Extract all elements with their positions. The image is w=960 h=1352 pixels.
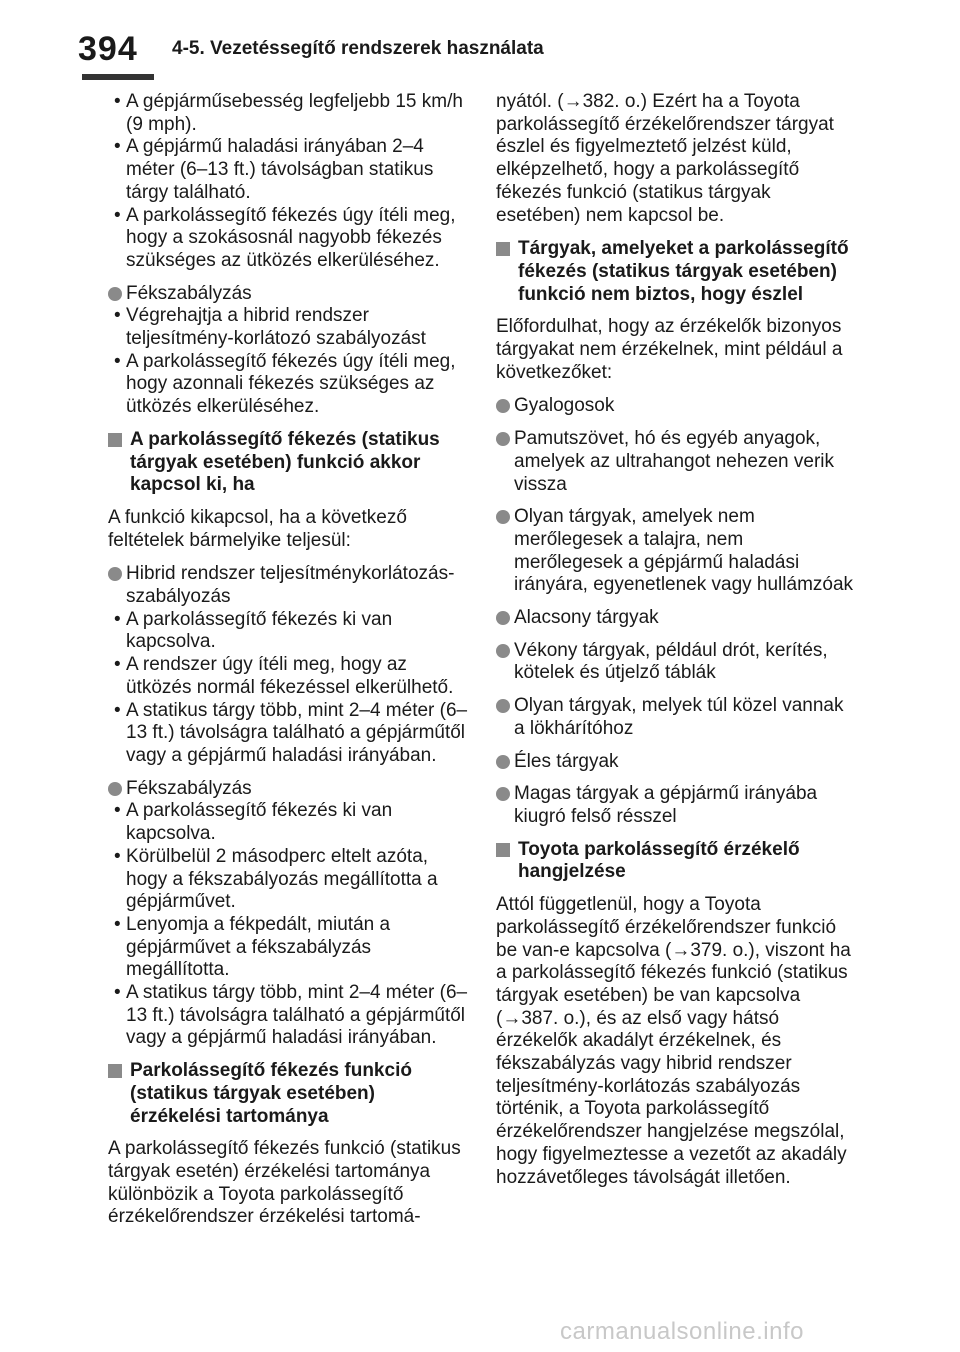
- circle-bullet-icon: [496, 432, 510, 446]
- list-item: • Végrehajtja a hibrid rendszer teljesítmény-korlátozó szabályozást: [114, 305, 426, 350]
- page-header: [0, 0, 960, 80]
- circle-bullet-icon: [108, 287, 122, 301]
- paragraph: Előfordulhat, hogy az érzékelők bizonyos tárgyakat nem érzékelnek, mint például a következőket:: [496, 316, 843, 383]
- circle-item: Vékony tárgyak, például drót, kerítés, kötelek és útjelző táblák: [496, 640, 856, 685]
- square-heading: A parkolássegítő fékezés (statikus tárgyak esetében) funkció akkor kapcsol ki, ha: [108, 429, 468, 497]
- list-item: • A gépjármű haladási irányában 2–4 méter (6–13 ft.) távolságban statikus tárgy található.: [114, 136, 434, 203]
- circle-item: Pamutszövet, hó és egyéb anyagok, amelyek az ultrahangot nehezen verik vissza: [496, 428, 856, 496]
- circle-bullet-icon: [496, 510, 510, 524]
- circle-section: [108, 778, 468, 1050]
- circle-section: [108, 563, 468, 767]
- circle-bullet-icon: [108, 782, 122, 796]
- circle-bullet-icon: [496, 755, 510, 769]
- circle-item: Olyan tárgyak, amelyek nem merőlegesek a talajra, nem merőlegesek a gépjármű haladási irányára, egyenetlenek vagy hullámzóak: [496, 506, 856, 597]
- circle-bullet-icon: [496, 699, 510, 713]
- right-column: [496, 91, 856, 1200]
- paragraph: Attól függetlenül, hogy a Toyota parkolássegítő érzékelőrendszer funkció be van-e kapcsolva (→379. o.), viszont ha a parkolássegítő fékezés funkció (statikus tárgyak esetében) be van kapcsolva (→387. o.), és az első vagy hátsó érzékelők akadályt érzékelnek, és fékszabályzás vagy hibrid rendszer teljesítmény-korlátozás szabályozás történik, a Toyota parkolássegítő érzékelőrendszer hangjelzése megszólal, hogy figyelmeztesse a vezetőt az akadály hozzávetőleges távolságát illetően.: [496, 894, 851, 1188]
- paragraph: A funkció kikapcsol, ha a következő feltételek bármelyike teljesül:: [108, 506, 407, 551]
- square-heading: Tárgyak, amelyeket a parkolássegítő fékezés (statikus tárgyak esetében) funkció nem biztos, hogy észlel: [496, 238, 856, 306]
- list-item: • A gépjárműsebesség legfeljebb 15 km/h (9 mph).: [114, 91, 463, 135]
- page-number: 394: [78, 30, 138, 68]
- list-item: • A statikus tárgy több, mint 2–4 méter (6–13 ft.) távolságra található a gépjárműtől vagy a gépjármű haladási irányában.: [114, 982, 468, 1049]
- circle-heading: Fékszabályzás: [108, 778, 468, 801]
- circle-bullet-icon: [108, 567, 122, 581]
- watermark: carmanualsonline.info: [560, 1318, 804, 1345]
- square-heading: Toyota parkolássegítő érzékelő hangjelzése: [496, 839, 856, 884]
- square-bullet-icon: [496, 242, 510, 256]
- circle-bullet-icon: [496, 787, 510, 801]
- square-bullet-icon: [496, 843, 510, 857]
- square-heading: Parkolássegítő fékezés funkció (statikus tárgyak esetében) érzékelési tartománya: [108, 1060, 468, 1128]
- circle-item: Olyan tárgyak, melyek túl közel vannak a lökhárítóhoz: [496, 695, 856, 740]
- list-item: • Lenyomja a fékpedált, miután a gépjárművet a fékszabályzás megállította.: [114, 913, 391, 981]
- square-bullet-icon: [108, 1064, 122, 1078]
- circle-item: Gyalogosok: [496, 395, 856, 418]
- list-item: • A parkolássegítő fékezés ki van kapcsolva.: [114, 608, 393, 653]
- square-bullet-icon: [108, 433, 122, 447]
- circle-section: [108, 283, 468, 419]
- circle-item: Alacsony tárgyak: [496, 607, 856, 630]
- circle-bullet-icon: [496, 644, 510, 658]
- circle-heading: Hibrid rendszer teljesítménykorlátozás-szabályozás: [108, 563, 468, 608]
- paragraph: A parkolássegítő fékezés funkció (statikus tárgyak esetén) érzékelési tartománya különbözik a Toyota parkolássegítő érzékelőrendszer érzékelési tartomá-: [108, 1138, 461, 1228]
- header-rule: [82, 74, 154, 80]
- circle-heading: Fékszabályzás: [108, 283, 468, 306]
- circle-bullet-icon: [496, 399, 510, 413]
- section-title: 4-5. Vezetéssegítő rendszerek használata: [172, 38, 544, 59]
- left-column: [108, 91, 468, 1240]
- list-item: • A parkolássegítő fékezés úgy ítéli meg, hogy azonnali fékezés szükséges az ütközés elkerüléséhez.: [114, 350, 456, 418]
- circle-item: Éles tárgyak: [496, 751, 856, 774]
- bullet-list: [108, 91, 468, 273]
- list-item: • A parkolássegítő fékezés ki van kapcsolva.: [114, 800, 393, 845]
- list-item: • A parkolássegítő fékezés úgy ítéli meg, hogy a szokásosnál nagyobb fékezés szükséges az ütközés elkerüléséhez.: [114, 204, 456, 271]
- list-item: • A statikus tárgy több, mint 2–4 méter (6–13 ft.) távolságra található a gépjárműtől vagy a gépjármű haladási irányában.: [114, 699, 468, 766]
- paragraph: nyától. (→382. o.) Ezért ha a Toyota parkolássegítő érzékelőrendszer tárgyat észlel és figyelmeztető jelzést küld, elképzelhető, hogy a parkolássegítő fékezés funkció (statikus tárgyak esetében) nem kapcsol be.: [496, 91, 834, 226]
- circle-item: Magas tárgyak a gépjármű irányába kiugró felső résszel: [496, 783, 856, 828]
- list-item: • Körülbelül 2 másodperc eltelt azóta, hogy a fékszabályozás megállította a gépjárművet.: [114, 845, 438, 913]
- list-item: • A rendszer úgy ítéli meg, hogy az ütközés normál fékezéssel elkerülhető.: [114, 654, 454, 698]
- circle-bullet-icon: [496, 611, 510, 625]
